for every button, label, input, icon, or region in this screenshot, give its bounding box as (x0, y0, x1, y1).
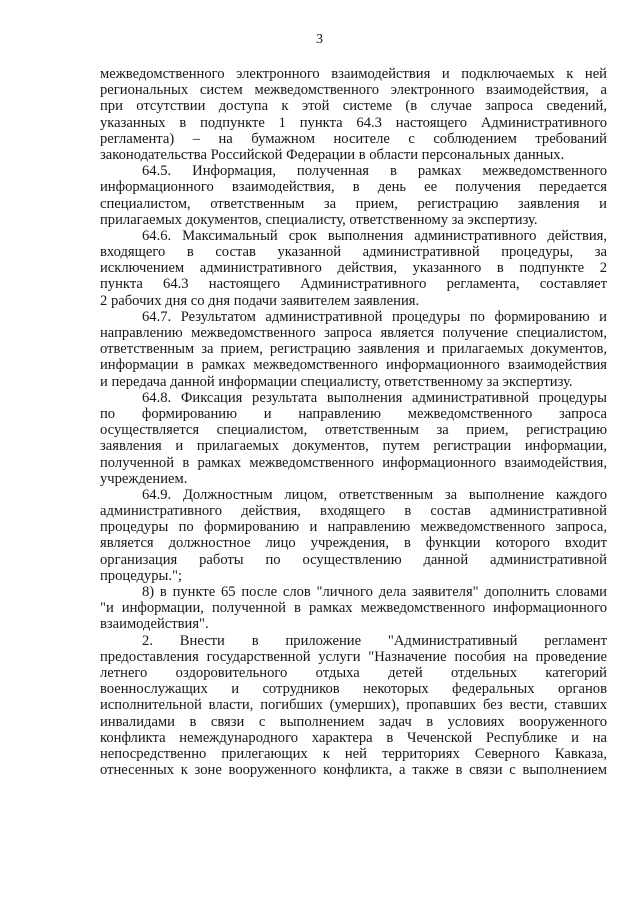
text-line: инвалидами в связи с выполнением задач в условиях вооруженного (100, 713, 607, 730)
paragraph (100, 633, 607, 779)
text-line: взаимодействия". (100, 616, 209, 633)
text-line: регламента) – на бумажном носителе с соблюдением требований (100, 130, 607, 147)
text-line: процедуры."; (100, 567, 182, 584)
text-line: предоставления государственной услуги "Назначение пособия на проведение (100, 648, 607, 665)
text-line: региональных систем межведомственного электронного взаимодействия, а (100, 82, 607, 99)
document-body (100, 66, 607, 778)
text-line: информационного взаимодействия, в день ее получения передается (100, 179, 607, 196)
text-line: указанных в подпункте 1 пункта 64.3 настоящего Административного (100, 114, 607, 131)
text-line: межведомственного электронного взаимодействия и подключаемых к ней (100, 66, 607, 82)
page-number: 3 (316, 32, 323, 47)
text-line: 8) в пункте 65 после слов "личного дела заявителя" дополнить словами (142, 584, 607, 600)
text-line: пункта 64.3 настоящего Административного регламента, составляет (100, 276, 607, 293)
text-line: 64.8. Фиксация результата выполнения административной процедуры (142, 389, 607, 406)
text-line: 64.6. Максимальный срок выполнения административного действия, (142, 227, 607, 244)
text-line: является должностное лицо учреждения, в функции которого входит (100, 535, 607, 552)
text-line: информации в рамках межведомственного информационного взаимодействия (100, 357, 607, 374)
text-line: 64.5. Информация, полученная в рамках межведомственного (142, 163, 607, 180)
text-line: при отсутствии доступа к этой системе (в случае запроса сведений, (100, 98, 607, 115)
text-line: "и информации, полученной в рамках межведомственного информационного (100, 600, 607, 617)
paragraph (100, 163, 607, 228)
text-line: конфликта немеждународного характера в Чеченской Республике и на (100, 729, 607, 746)
text-line: законодательства Российской Федерации в области персональных данных. (100, 146, 565, 163)
paragraph (100, 228, 607, 309)
text-line: организация работы по осуществлению данной административной (100, 551, 607, 568)
text-line: 2 рабочих дня со дня подачи заявителем заявления. (100, 292, 420, 309)
paragraph (100, 487, 607, 584)
text-line: по формированию и направлению межведомственного запроса (100, 405, 607, 422)
paragraph (100, 390, 607, 487)
text-line: процедуры по формированию и направлению межведомственного запроса, (100, 519, 607, 536)
text-line: полученной в рамках межведомственного информационного взаимодействия, (100, 454, 607, 471)
paragraph (100, 66, 607, 163)
paragraph (100, 309, 607, 390)
text-line: отнесенных к зоне вооруженного конфликта, а также в связи с выполнением (100, 762, 607, 779)
paragraph (100, 584, 607, 633)
text-line: прилагаемых документов, специалисту, ответственному за экспертизу. (100, 211, 538, 228)
text-line: входящего в состав указанной административной процедуры, за (100, 244, 607, 261)
text-line: исключением административного действия, указанного в подпункте 2 (100, 260, 607, 277)
text-line: административного действия, входящего в состав административной (100, 503, 607, 520)
text-line: 64.9. Должностным лицом, ответственным за выполнение каждого (142, 486, 607, 503)
text-line: направлению межведомственного запроса является получение специалистом, (100, 325, 607, 341)
text-line: летнего оздоровительного отдыха детей отдельных категорий (100, 664, 607, 681)
text-line: заявления и прилагаемых документов, путем регистрации информации, (100, 438, 607, 455)
text-line: непосредственно прилегающих к ней территориях Северного Кавказа, (100, 745, 607, 762)
text-line: военнослужащих и сотрудников некоторых федеральных органов (100, 681, 607, 698)
text-line: учреждением. (100, 470, 188, 487)
text-line: и передача данной информации специалисту, ответственному за экспертизу. (100, 373, 573, 390)
text-line: 64.7. Результатом административной процедуры по формированию и (142, 308, 607, 325)
text-line: осуществляется специалистом, ответственным за прием, регистрацию (100, 422, 607, 439)
text-line: ответственным за прием, регистрацию заявления и прилагаемых документов, (100, 341, 607, 358)
text-line: исполнительной власти, погибших (умерших), пропавших без вести, ставших (100, 697, 607, 714)
text-line: специалистом, ответственным за прием, регистрацию заявления и (100, 195, 607, 212)
text-line: 2. Внести в приложение "Административный регламент (142, 632, 607, 649)
